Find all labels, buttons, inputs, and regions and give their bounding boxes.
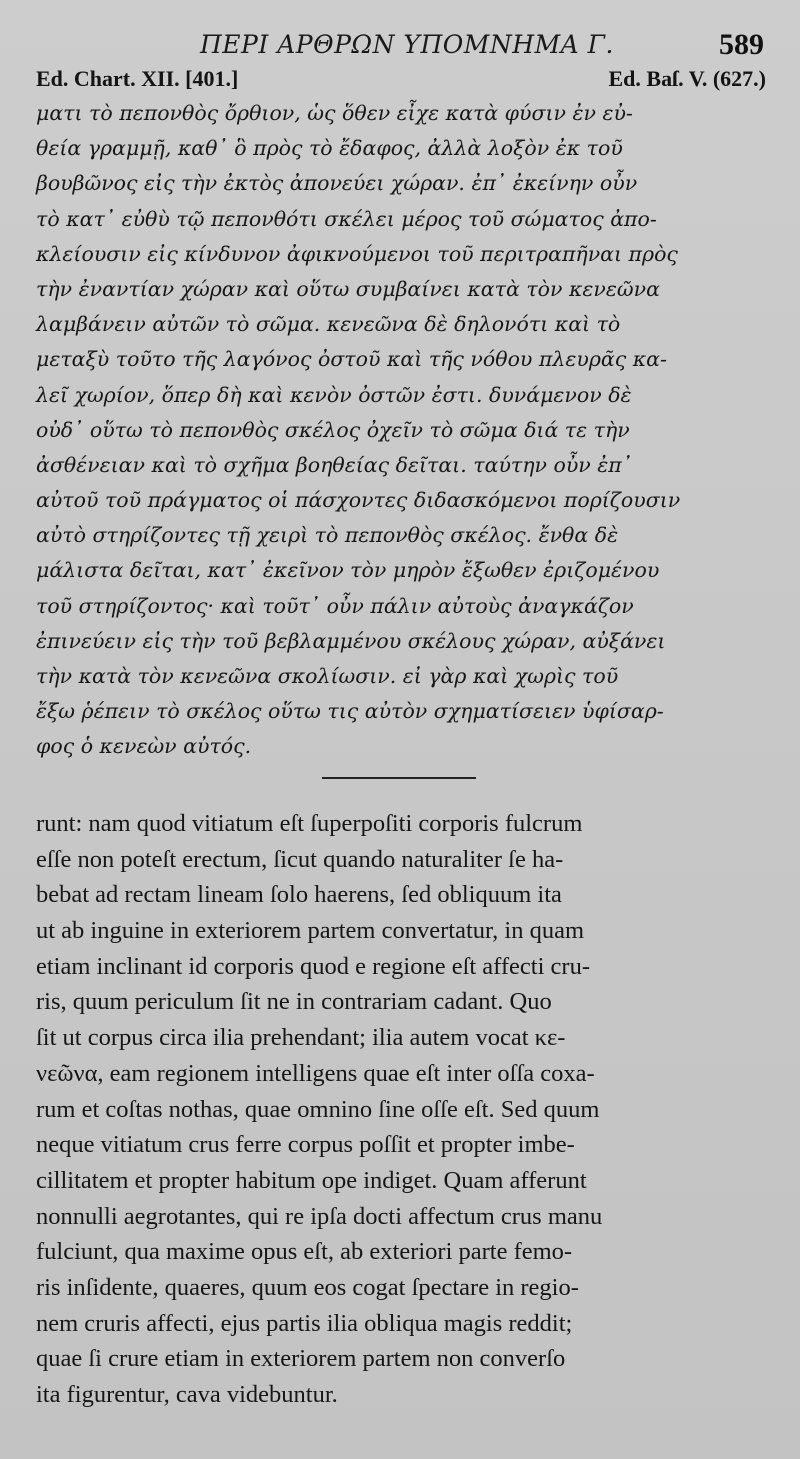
- greek-line: τὸ κατ᾽ εὐθὺ τῷ πεπονθότι σκέλει μέρος τοῦ σώματος ἀπο-: [36, 206, 657, 231]
- section-divider-rule: [322, 777, 476, 779]
- running-head: [0, 28, 800, 64]
- greek-line: τὴν κατὰ τὸν κενεῶνα σκολίωσιν. εἰ γὰρ καὶ χωρὶς τοῦ: [36, 664, 619, 688]
- greek-line: ἀσθένειαν καὶ τὸ σχῆμα βοηθείας δεῖται. ταύτην οὖν ἐπ᾽: [36, 452, 633, 477]
- greek-line: λαμβάνειν αὐτῶν τὸ σῶμα. κενεῶνα δὲ δηλονότι καὶ τὸ: [36, 312, 621, 337]
- greek-line: οὐδ᾽ οὕτω τὸ πεπονθὸς σκέλος ὀχεῖν τὸ σῶμα διά τε τὴν: [36, 417, 630, 442]
- latin-line: eſſe non poteſt erectum, ſicut quando naturaliter ſe ha-: [36, 845, 564, 873]
- running-title: ΠΕΡΙ ΑΡΘΡΩΝ ΥΠΟΜΝΗΜΑ Γ.: [200, 30, 614, 59]
- latin-line: etiam inclinant id corporis quod e regione eſt affecti cru-: [36, 952, 590, 980]
- latin-translation-block: [36, 806, 766, 1413]
- greek-line: θεία γραμμῇ, καθ᾽ ὃ πρὸς τὸ ἔδαφος, ἀλλὰ λοξὸν ἐκ τοῦ: [36, 136, 623, 161]
- greek-line: μεταξὺ τοῦτο τῆς λαγόνος ὀστοῦ καὶ τῆς νόθου πλευρᾶς κα-: [36, 347, 667, 372]
- latin-line: νεῶνα, eam regionem intelligens quae eſt inter oſſa coxa-: [36, 1059, 595, 1087]
- latin-line: fulciunt, qua maxime opus eſt, ab exteriori parte femo-: [36, 1238, 573, 1266]
- greek-line: κλείουσιν εἰς κίνδυνον ἀφικνούμενοι τοῦ περιτραπῆναι πρὸς: [36, 241, 678, 266]
- greek-line: λεῖ χωρίον, ὅπερ δὴ καὶ κενὸν ὀστῶν ἐστι. δυνάμενον δὲ: [36, 382, 632, 407]
- latin-line: cillitatem et propter habitum ope indiget. Quam afferunt: [36, 1166, 587, 1194]
- latin-line: ita figurentur, cava videbuntur.: [36, 1381, 338, 1408]
- edition-reference-line: [36, 66, 766, 94]
- greek-line: μάλιστα δεῖται, κατ᾽ ἐκεῖνον τὸν μηρὸν ἔξωθεν ἐριζομένου: [36, 558, 660, 583]
- latin-line: ſit ut corpus circa ilia prehendant; ilia autem vocat κε-: [36, 1024, 566, 1052]
- greek-text-block: [36, 96, 766, 765]
- latin-line: ris inſidente, quaeres, quum eos cogat ſpectare in regio-: [36, 1273, 579, 1301]
- edition-basel-ref: Ed. Baſ. V. (627.): [608, 66, 766, 91]
- latin-line: nem cruris affecti, ejus partis ilia obliqua magis reddit;: [36, 1309, 573, 1337]
- latin-line: rum et coſtas nothas, quae omnino ſine oſſe eſt. Sed quum: [36, 1095, 600, 1123]
- greek-line: ἔξω ῥέπειν τὸ σκέλος οὕτω τις αὐτὸν σχηματίσειεν ὑφίσαρ-: [36, 699, 664, 724]
- greek-line: τὴν ἐναντίαν χώραν καὶ οὕτω συμβαίνει κατὰ τὸν κενεῶνα: [36, 276, 660, 301]
- latin-line: bebat ad rectam lineam ſolo haerens, ſed obliquum ita: [36, 881, 562, 909]
- edition-chart-ref: Ed. Chart. XII. [401.]: [36, 66, 239, 91]
- greek-line: αὐτὸ στηρίζοντες τῇ χειρὶ τὸ πεπονθὸς σκέλος. ἔνθα δὲ: [36, 523, 619, 548]
- latin-line: nonnulli aegrotantes, qui re ipſa docti affectum crus manu: [36, 1202, 603, 1230]
- latin-line: runt: nam quod vitiatum eſt ſuperpoſiti corporis fulcrum: [36, 810, 583, 837]
- latin-line: ris, quum periculum ſit ne in contrariam cadant. Quo: [36, 988, 552, 1016]
- greek-line: βουβῶνος εἰς τὴν ἐκτὸς ἀπονεύει χώραν. ἐπ᾽ ἐκείνην οὖν: [36, 171, 638, 196]
- latin-line: ut ab inguine in exteriorem partem convertatur, in quam: [36, 917, 585, 945]
- latin-line: quae ſi crure etiam in exteriorem partem non converſo: [36, 1345, 566, 1373]
- greek-line: ματι τὸ πεπονθὸς ὄρθιον, ὡς ὅθεν εἶχε κατὰ φύσιν ἐν εὐ-: [36, 101, 633, 125]
- latin-line: neque vitiatum crus ferre corpus poſſit et propter imbe-: [36, 1131, 575, 1159]
- page-number: 589: [719, 28, 764, 61]
- greek-line: φος ὁ κενεὼν αὐτός.: [36, 734, 252, 759]
- greek-line: τοῦ στηρίζοντος· καὶ τοῦτ᾽ οὖν πάλιν αὐτοὺς ἀναγκάζον: [36, 593, 634, 618]
- greek-line: αὐτοῦ τοῦ πράγματος οἱ πάσχοντες διδασκόμενοι πορίζουσιν: [36, 488, 681, 513]
- greek-line: ἐπινεύειν εἰς τὴν τοῦ βεβλαμμένου σκέλους χώραν, αὐξάνει: [36, 628, 666, 653]
